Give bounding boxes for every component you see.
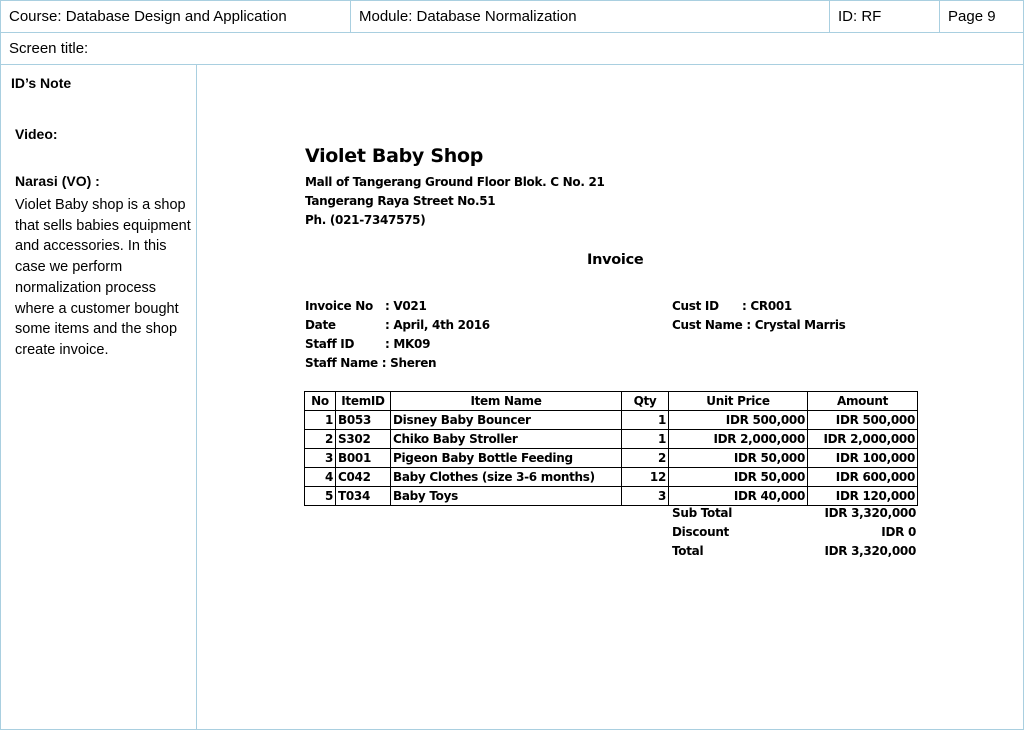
cell-no: 1 [305, 411, 336, 430]
screen-title-label: Screen title: [9, 40, 89, 57]
invoice-no-value: : V021 [385, 299, 427, 313]
total-row [672, 542, 916, 561]
date-label: Date [305, 318, 336, 332]
id-label: ID: RF [830, 1, 940, 32]
cell-unit-price: IDR 50,000 [669, 449, 808, 468]
staff-id-label: Staff ID [305, 337, 355, 351]
invoice-items-table [304, 391, 918, 506]
cell-item-name: Baby Toys [391, 487, 622, 506]
table-row [305, 411, 918, 430]
col-qty: Qty [622, 392, 669, 411]
col-itemid: ItemID [336, 392, 391, 411]
cell-itemid: T034 [336, 487, 391, 506]
invoice [305, 145, 925, 558]
cell-amount: IDR 500,000 [808, 411, 918, 430]
staff-name-value: : Sheren [381, 356, 437, 370]
shop-address-2: Tangerang Raya Street No.51 [305, 194, 496, 208]
cell-item-name: Chiko Baby Stroller [391, 430, 622, 449]
discount-value: IDR 0 [881, 525, 916, 539]
subtotal-value: IDR 3,320,000 [824, 506, 916, 520]
cell-item-name: Disney Baby Bouncer [391, 411, 622, 430]
cust-id-label: Cust ID [672, 299, 719, 313]
video-label: Video: [15, 126, 58, 142]
total-value: IDR 3,320,000 [824, 544, 916, 558]
table-row [305, 430, 918, 449]
invoice-meta-right [672, 297, 846, 335]
subtotal-row [672, 504, 916, 523]
cell-qty: 3 [622, 487, 669, 506]
cell-unit-price: IDR 40,000 [669, 487, 808, 506]
cell-no: 4 [305, 468, 336, 487]
cust-name-value: : Crystal Marris [746, 318, 846, 332]
cell-itemid: C042 [336, 468, 391, 487]
module-label: Module: Database Normalization [351, 1, 830, 32]
invoice-totals [672, 504, 916, 561]
shop-address-1: Mall of Tangerang Ground Floor Blok. C No. 21 [305, 175, 605, 189]
cell-itemid: B053 [336, 411, 391, 430]
invoice-title: Invoice [587, 252, 644, 268]
cell-unit-price: IDR 2,000,000 [669, 430, 808, 449]
cell-qty: 12 [622, 468, 669, 487]
col-item-name: Item Name [391, 392, 622, 411]
subtotal-label: Sub Total [672, 506, 733, 520]
cell-amount: IDR 600,000 [808, 468, 918, 487]
total-label: Total [672, 544, 704, 558]
invoice-meta-left [305, 297, 490, 373]
shop-name: Violet Baby Shop [305, 145, 484, 167]
staff-id-value: : MK09 [385, 337, 431, 351]
cell-unit-price: IDR 50,000 [669, 468, 808, 487]
cell-itemid: B001 [336, 449, 391, 468]
cell-unit-price: IDR 500,000 [669, 411, 808, 430]
cell-no: 3 [305, 449, 336, 468]
cell-qty: 1 [622, 430, 669, 449]
course-label: Course: Database Design and Application [1, 1, 351, 32]
cell-amount: IDR 120,000 [808, 487, 918, 506]
cell-amount: IDR 100,000 [808, 449, 918, 468]
screen-title-row [0, 33, 1024, 65]
staff-name-label: Staff Name [305, 356, 378, 370]
discount-row [672, 523, 916, 542]
table-row [305, 449, 918, 468]
table-row [305, 487, 918, 506]
discount-label: Discount [672, 525, 729, 539]
cell-no: 5 [305, 487, 336, 506]
col-unit-price: Unit Price [669, 392, 808, 411]
cell-itemid: S302 [336, 430, 391, 449]
notes-title: ID’s Note [11, 75, 72, 91]
narasi-text: Violet Baby shop is a shop that sells babies equipment and accessories. In this case we perform normalization process where a customer bought some items and the shop create invoice. [15, 197, 191, 358]
cell-item-name: Baby Clothes (size 3-6 months) [391, 468, 622, 487]
cell-no: 2 [305, 430, 336, 449]
page-label: Page 9 [948, 8, 996, 25]
content-panel [197, 65, 1024, 730]
notes-panel [0, 65, 197, 730]
cell-qty: 1 [622, 411, 669, 430]
header-bar [0, 0, 1024, 33]
cust-id-value: : CR001 [742, 299, 792, 313]
table-header-row [305, 392, 918, 411]
shop-phone: Ph. (021-7347575) [305, 213, 426, 227]
cell-qty: 2 [622, 449, 669, 468]
cell-amount: IDR 2,000,000 [808, 430, 918, 449]
invoice-no-label: Invoice No [305, 299, 373, 313]
narasi-label: Narasi (VO) : [15, 173, 100, 189]
table-row [305, 468, 918, 487]
cust-name-label: Cust Name [672, 318, 743, 332]
date-value: : April, 4th 2016 [385, 318, 490, 332]
cell-item-name: Pigeon Baby Bottle Feeding [391, 449, 622, 468]
col-no: No [305, 392, 336, 411]
col-amount: Amount [808, 392, 918, 411]
